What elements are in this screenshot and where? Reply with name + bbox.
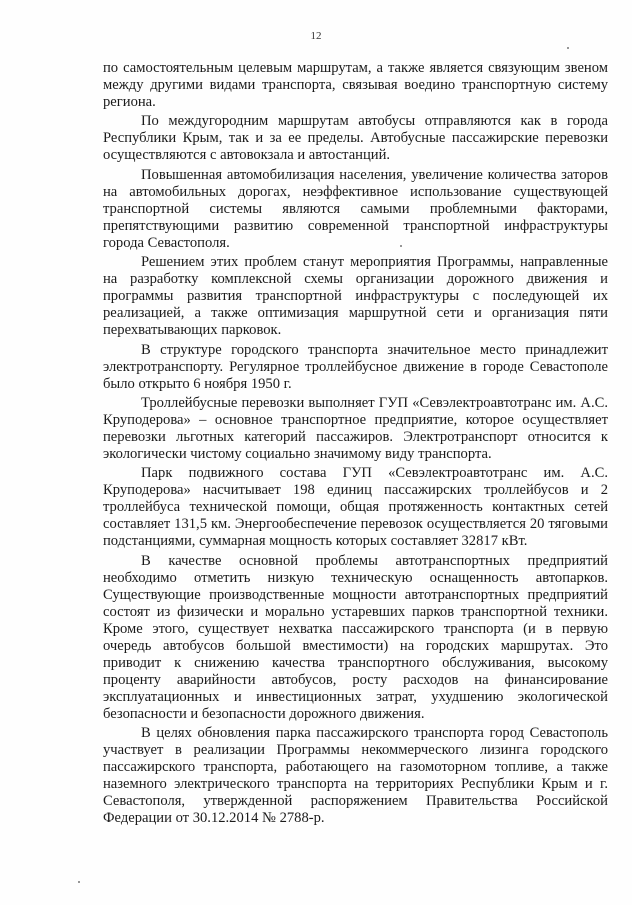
paragraph-electric-transport: В структуре городского транспорта значительное место принадлежит электротранспорту. Регулярное троллейбусное движение в городе Севастополе было открыто 6 ноября 1950 г.: [103, 341, 608, 392]
paragraph-trolleybus-operator: Троллейбусные перевозки выполняет ГУП «Севэлектроавтотранс им. А.С. Круподерова» – основное транспортное предприятие, которое осуществляет перевозки льготных категорий пассажиров. Электротранспорт относится к экологически чистому социально значимому виду транспорта.: [103, 394, 608, 462]
page-number: 12: [310, 30, 322, 42]
paragraph-motorization-problems: Повышенная автомобилизация населения, увеличение количества заторов на автомобильных дорогах, неэффективное использование существующей транспортной системы являются самыми проблемными факторами, препятствующими развитию современной транспортной инфраструктуры города Севастополя.: [103, 166, 608, 251]
document-body: [103, 60, 608, 830]
scan-artifact-dot: [78, 881, 80, 883]
paragraph-fleet-problems: В качестве основной проблемы автотранспортных предприятий необходимо отметить низкую техническую оснащенность автопарков. Существующие производственные мощности автотранспортных предприятий состоят из физически и морально устаревших парков транспортной техники. Кроме этого, существует нехватка пассажирского транспорта (и в первую очередь автобусов большой вместимости) на городских маршрутах. Это приводит к снижению качества транспортного обслуживания, высокому проценту аварийности автобусов, росту расходов на финансирование эксплуатационных и инвестиционных затрат, ухудшению экологической безопасности и безопасности дорожного движения.: [103, 552, 608, 722]
paragraph-rolling-stock: Парк подвижного состава ГУП «Севэлектроавтотранс им. А.С. Круподерова» насчитывает 198 единиц пассажирских троллейбусов и 2 троллейбуса технической помощи, общая протяженность контактных сетей составляет 131,5 км. Энергообеспечение перевозок осуществляется 20 тяговыми подстанциями, суммарная мощность которых составляет 32817 кВт.: [103, 465, 608, 550]
paragraph-leasing-program: В целях обновления парка пассажирского транспорта город Севастополь участвует в реализации Программы некоммерческого лизинга городского пассажирского транспорта, работающего на газомоторном топливе, а также наземного электрического транспорта на территориях Республики Крым и г. Севастополя, утвержденной распоряжением Правительства Российской Федерации от 30.12.2014 № 2788-р.: [103, 725, 608, 827]
scan-artifact-dot: [567, 47, 569, 49]
scan-artifact-dot: [400, 245, 402, 247]
paragraph-continuation: по самостоятельным целевым маршрутам, а также является связующим звеном между другими видами транспорта, связывая воедино транспортную систему региона.: [103, 60, 608, 110]
paragraph-program-solutions: Решением этих проблем станут мероприятия Программы, направленные на разработку комплексной схемы организации дорожного движения и программы развития транспортной инфраструктуры с последующей их реализацией, а также оптимизация маршрутной сети и организация пяти перехватывающих парковок.: [103, 254, 608, 339]
paragraph-intercity-routes: По междугородним маршрутам автобусы отправляются как в города Республики Крым, так и за ее пределы. Автобусные пассажирские перевозки осуществляются с автовокзала и автостанций.: [103, 113, 608, 164]
